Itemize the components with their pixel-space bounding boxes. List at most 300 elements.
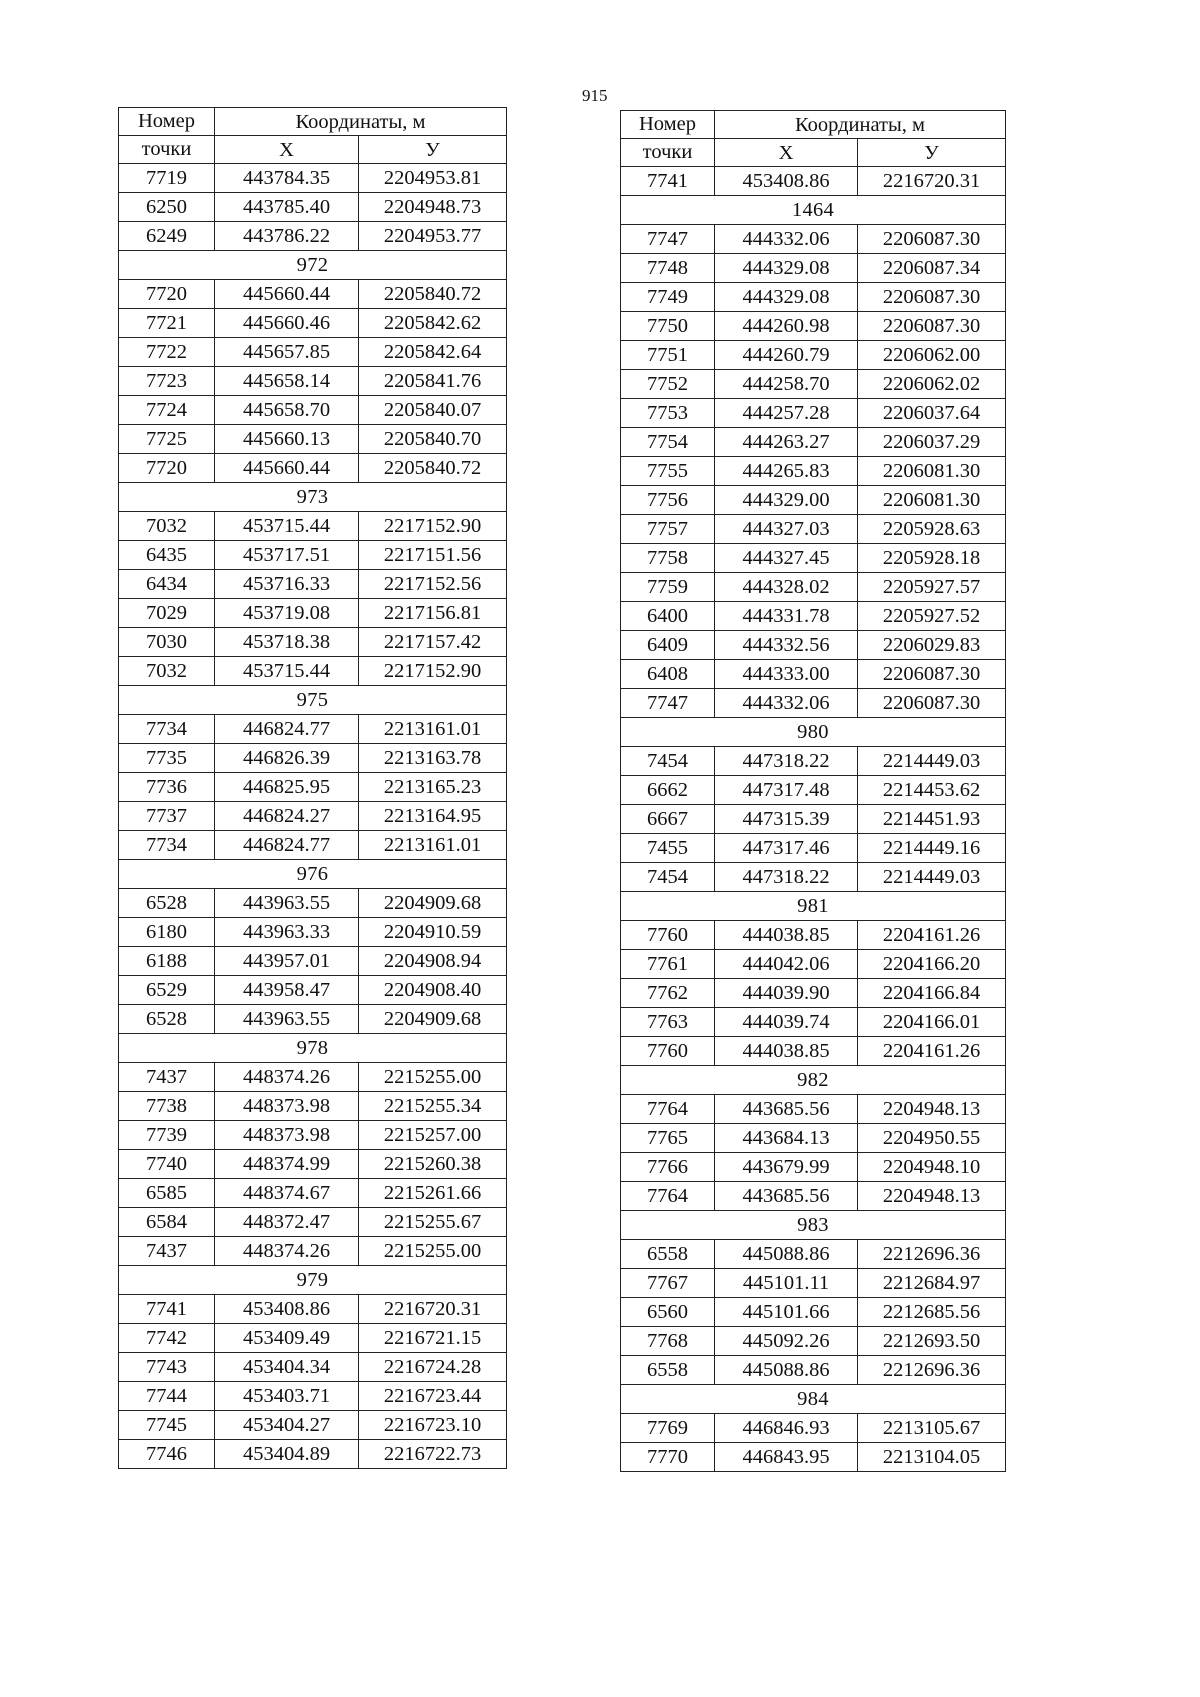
table-row	[119, 454, 507, 483]
y-coordinate-cell: 2217152.90	[359, 512, 507, 541]
table-row	[119, 1005, 507, 1034]
y-coordinate-cell: 2217156.81	[359, 599, 507, 628]
point-number-cell: 7735	[119, 744, 215, 773]
point-number-cell: 7721	[119, 309, 215, 338]
y-coordinate-cell: 2205841.76	[359, 367, 507, 396]
x-coordinate-cell: 444038.85	[715, 921, 858, 950]
x-coordinate-cell: 446824.77	[215, 715, 359, 744]
table-row	[621, 1356, 1006, 1385]
point-number-cell: 6584	[119, 1208, 215, 1237]
y-coordinate-cell: 2204948.73	[359, 193, 507, 222]
x-coordinate-cell: 444260.79	[715, 341, 858, 370]
table-row	[621, 1443, 1006, 1472]
point-number-cell: 7738	[119, 1092, 215, 1121]
point-number-cell: 6558	[621, 1356, 715, 1385]
x-coordinate-cell: 446824.77	[215, 831, 359, 860]
section-row	[621, 1385, 1006, 1414]
x-coordinate-cell: 453404.34	[215, 1353, 359, 1382]
x-coordinate-cell: 444331.78	[715, 602, 858, 631]
point-number-cell: 6528	[119, 1005, 215, 1034]
point-number-cell: 6667	[621, 805, 715, 834]
table-row	[621, 573, 1006, 602]
y-coordinate-cell: 2205842.62	[359, 309, 507, 338]
table-row	[621, 370, 1006, 399]
x-coordinate-cell: 444258.70	[715, 370, 858, 399]
y-coordinate-cell: 2205840.70	[359, 425, 507, 454]
x-coordinate-cell: 444329.00	[715, 486, 858, 515]
x-coordinate-cell: 444260.98	[715, 312, 858, 341]
table-row	[119, 541, 507, 570]
y-column-header: У	[858, 139, 1006, 167]
table-row	[621, 428, 1006, 457]
point-number-cell: 7761	[621, 950, 715, 979]
table-row	[119, 1150, 507, 1179]
x-coordinate-cell: 453403.71	[215, 1382, 359, 1411]
point-number-cell: 7750	[621, 312, 715, 341]
y-column-header: У	[359, 136, 507, 164]
y-coordinate-cell: 2206037.29	[858, 428, 1006, 457]
table-row	[119, 628, 507, 657]
table-row	[621, 544, 1006, 573]
table-row	[119, 222, 507, 251]
y-coordinate-cell: 2204908.40	[359, 976, 507, 1005]
point-number-cell: 7741	[621, 167, 715, 196]
point-number-cell: 7762	[621, 979, 715, 1008]
table-row	[621, 1095, 1006, 1124]
section-number: 978	[119, 1034, 507, 1063]
x-coordinate-cell: 444333.00	[715, 660, 858, 689]
table-row	[119, 1237, 507, 1266]
x-coordinate-cell: 444332.06	[715, 225, 858, 254]
point-number-cell: 7764	[621, 1182, 715, 1211]
table-row	[119, 918, 507, 947]
point-number-cell: 7744	[119, 1382, 215, 1411]
point-number-cell: 7759	[621, 573, 715, 602]
y-coordinate-cell: 2204948.13	[858, 1095, 1006, 1124]
y-coordinate-cell: 2204909.68	[359, 1005, 507, 1034]
table-row	[119, 976, 507, 1005]
table-row	[621, 689, 1006, 718]
x-coordinate-cell: 443784.35	[215, 164, 359, 193]
table-row	[621, 979, 1006, 1008]
point-number-cell: 6188	[119, 947, 215, 976]
x-coordinate-cell: 444327.45	[715, 544, 858, 573]
table-row	[119, 947, 507, 976]
point-number-cell: 7736	[119, 773, 215, 802]
y-coordinate-cell: 2205927.57	[858, 573, 1006, 602]
coordinates-table-right	[620, 110, 1006, 1472]
y-coordinate-cell: 2206087.30	[858, 283, 1006, 312]
point-number-cell: 7740	[119, 1150, 215, 1179]
table-row	[621, 283, 1006, 312]
point-number-cell: 7734	[119, 831, 215, 860]
table-row	[621, 863, 1006, 892]
table-row	[119, 657, 507, 686]
y-coordinate-cell: 2204953.77	[359, 222, 507, 251]
y-coordinate-cell: 2216720.31	[858, 167, 1006, 196]
point-number-cell: 7748	[621, 254, 715, 283]
point-number-cell: 6250	[119, 193, 215, 222]
x-coordinate-cell: 445088.86	[715, 1356, 858, 1385]
point-number-cell: 7722	[119, 338, 215, 367]
table-header	[119, 108, 507, 164]
point-number-cell: 7725	[119, 425, 215, 454]
coordinates-header: Координаты, м	[715, 111, 1006, 139]
point-number-cell: 7454	[621, 747, 715, 776]
x-coordinate-cell: 444332.56	[715, 631, 858, 660]
table-row	[621, 805, 1006, 834]
point-number-cell: 7768	[621, 1327, 715, 1356]
table-row	[119, 1324, 507, 1353]
x-coordinate-cell: 448374.26	[215, 1063, 359, 1092]
point-number-cell: 7747	[621, 225, 715, 254]
point-number-cell: 7767	[621, 1269, 715, 1298]
point-number-cell: 7743	[119, 1353, 215, 1382]
y-coordinate-cell: 2213105.67	[858, 1414, 1006, 1443]
y-coordinate-cell: 2212696.36	[858, 1240, 1006, 1269]
x-coordinate-cell: 445658.14	[215, 367, 359, 396]
coordinates-header: Координаты, м	[215, 108, 507, 136]
y-coordinate-cell: 2215257.00	[359, 1121, 507, 1150]
table-row	[621, 167, 1006, 196]
point-number-cell: 6558	[621, 1240, 715, 1269]
point-number-cell: 6408	[621, 660, 715, 689]
table-row	[621, 950, 1006, 979]
y-coordinate-cell: 2212696.36	[858, 1356, 1006, 1385]
x-coordinate-cell: 453404.27	[215, 1411, 359, 1440]
point-number-cell: 7734	[119, 715, 215, 744]
table-body	[119, 164, 507, 1469]
y-coordinate-cell: 2205927.52	[858, 602, 1006, 631]
x-coordinate-cell: 444039.74	[715, 1008, 858, 1037]
table-row	[119, 1353, 507, 1382]
point-number-cell: 7741	[119, 1295, 215, 1324]
table-row	[621, 1414, 1006, 1443]
x-coordinate-cell: 443684.13	[715, 1124, 858, 1153]
point-number-cell: 7719	[119, 164, 215, 193]
point-number-cell: 7437	[119, 1063, 215, 1092]
y-coordinate-cell: 2217152.90	[359, 657, 507, 686]
table-row	[119, 1295, 507, 1324]
y-coordinate-cell: 2206087.30	[858, 689, 1006, 718]
table-row	[621, 921, 1006, 950]
table-row	[119, 1179, 507, 1208]
y-coordinate-cell: 2205842.64	[359, 338, 507, 367]
x-coordinate-cell: 448374.99	[215, 1150, 359, 1179]
point-number-cell: 7737	[119, 802, 215, 831]
x-coordinate-cell: 444042.06	[715, 950, 858, 979]
x-coordinate-cell: 443785.40	[215, 193, 359, 222]
y-coordinate-cell: 2206062.02	[858, 370, 1006, 399]
x-column-header: X	[715, 139, 858, 167]
section-row	[119, 686, 507, 715]
table-row	[621, 225, 1006, 254]
y-coordinate-cell: 2215261.66	[359, 1179, 507, 1208]
section-row	[621, 196, 1006, 225]
table-row	[621, 486, 1006, 515]
point-number-cell: 6560	[621, 1298, 715, 1327]
x-coordinate-cell: 453409.49	[215, 1324, 359, 1353]
table-row	[621, 1269, 1006, 1298]
x-coordinate-cell: 447317.46	[715, 834, 858, 863]
y-coordinate-cell: 2212684.97	[858, 1269, 1006, 1298]
y-coordinate-cell: 2204948.10	[858, 1153, 1006, 1182]
table-row	[621, 457, 1006, 486]
table-row	[621, 660, 1006, 689]
x-coordinate-cell: 453716.33	[215, 570, 359, 599]
section-number: 979	[119, 1266, 507, 1295]
point-number-cell: 7455	[621, 834, 715, 863]
coordinates-table-left	[118, 107, 507, 1469]
table-row	[119, 1411, 507, 1440]
point-number-cell: 7760	[621, 1037, 715, 1066]
y-coordinate-cell: 2213104.05	[858, 1443, 1006, 1472]
point-number-cell: 7769	[621, 1414, 715, 1443]
y-coordinate-cell: 2205928.63	[858, 515, 1006, 544]
y-coordinate-cell: 2204166.01	[858, 1008, 1006, 1037]
page-number: 915	[582, 86, 608, 105]
section-number: 983	[621, 1211, 1006, 1240]
y-coordinate-cell: 2215260.38	[359, 1150, 507, 1179]
point-number-cell: 7746	[119, 1440, 215, 1469]
y-coordinate-cell: 2212685.56	[858, 1298, 1006, 1327]
x-coordinate-cell: 453408.86	[715, 167, 858, 196]
table-row	[621, 1008, 1006, 1037]
y-coordinate-cell: 2206037.64	[858, 399, 1006, 428]
table-row	[621, 1182, 1006, 1211]
table-row	[119, 164, 507, 193]
x-coordinate-cell: 453719.08	[215, 599, 359, 628]
y-coordinate-cell: 2213165.23	[359, 773, 507, 802]
point-number-cell: 7720	[119, 454, 215, 483]
section-row	[119, 251, 507, 280]
table-row	[621, 312, 1006, 341]
x-coordinate-cell: 444263.27	[715, 428, 858, 457]
table-row	[119, 831, 507, 860]
y-coordinate-cell: 2215255.00	[359, 1237, 507, 1266]
y-coordinate-cell: 2206029.83	[858, 631, 1006, 660]
x-coordinate-cell: 444265.83	[715, 457, 858, 486]
x-coordinate-cell: 444039.90	[715, 979, 858, 1008]
y-coordinate-cell: 2204910.59	[359, 918, 507, 947]
point-number-cell: 7765	[621, 1124, 715, 1153]
point-number-cell: 7720	[119, 280, 215, 309]
table-row	[621, 1240, 1006, 1269]
table-row	[119, 570, 507, 599]
x-coordinate-cell: 445101.66	[715, 1298, 858, 1327]
point-number-cell: 7751	[621, 341, 715, 370]
table-row	[621, 1037, 1006, 1066]
y-coordinate-cell: 2216723.44	[359, 1382, 507, 1411]
x-coordinate-cell: 445658.70	[215, 396, 359, 425]
table-row	[621, 341, 1006, 370]
y-coordinate-cell: 2204166.84	[858, 979, 1006, 1008]
x-coordinate-cell: 448374.67	[215, 1179, 359, 1208]
y-coordinate-cell: 2217151.56	[359, 541, 507, 570]
x-coordinate-cell: 453717.51	[215, 541, 359, 570]
x-coordinate-cell: 443786.22	[215, 222, 359, 251]
table-row	[119, 1208, 507, 1237]
y-coordinate-cell: 2215255.00	[359, 1063, 507, 1092]
point-number-header: Номер	[119, 108, 215, 136]
y-coordinate-cell: 2205928.18	[858, 544, 1006, 573]
y-coordinate-cell: 2216720.31	[359, 1295, 507, 1324]
point-number-header-line2: точки	[621, 139, 715, 167]
table-row	[621, 1327, 1006, 1356]
y-coordinate-cell: 2206081.30	[858, 486, 1006, 515]
x-coordinate-cell: 453715.44	[215, 657, 359, 686]
x-coordinate-cell: 445101.11	[715, 1269, 858, 1298]
y-coordinate-cell: 2205840.07	[359, 396, 507, 425]
point-number-cell: 6434	[119, 570, 215, 599]
y-coordinate-cell: 2206087.30	[858, 312, 1006, 341]
section-row	[119, 1034, 507, 1063]
point-number-cell: 7724	[119, 396, 215, 425]
table-body	[621, 167, 1006, 1472]
point-number-cell: 7760	[621, 921, 715, 950]
x-coordinate-cell: 445088.86	[715, 1240, 858, 1269]
table-row	[621, 1153, 1006, 1182]
y-coordinate-cell: 2216724.28	[359, 1353, 507, 1382]
section-number: 981	[621, 892, 1006, 921]
table-row	[119, 396, 507, 425]
section-number: 982	[621, 1066, 1006, 1095]
x-coordinate-cell: 447318.22	[715, 863, 858, 892]
table-row	[119, 280, 507, 309]
x-coordinate-cell: 445660.13	[215, 425, 359, 454]
x-coordinate-cell: 443963.55	[215, 889, 359, 918]
table-row	[621, 254, 1006, 283]
point-number-header: Номер	[621, 111, 715, 139]
x-coordinate-cell: 446846.93	[715, 1414, 858, 1443]
point-number-cell: 7754	[621, 428, 715, 457]
point-number-cell: 6180	[119, 918, 215, 947]
x-coordinate-cell: 444327.03	[715, 515, 858, 544]
x-coordinate-cell: 444038.85	[715, 1037, 858, 1066]
section-number: 980	[621, 718, 1006, 747]
y-coordinate-cell: 2215255.34	[359, 1092, 507, 1121]
table-row	[119, 1092, 507, 1121]
point-number-cell: 7030	[119, 628, 215, 657]
y-coordinate-cell: 2213163.78	[359, 744, 507, 773]
x-coordinate-cell: 446825.95	[215, 773, 359, 802]
x-coordinate-cell: 448372.47	[215, 1208, 359, 1237]
section-number: 972	[119, 251, 507, 280]
x-coordinate-cell: 446826.39	[215, 744, 359, 773]
section-number: 976	[119, 860, 507, 889]
table-row	[621, 631, 1006, 660]
table-row	[621, 776, 1006, 805]
section-row	[119, 483, 507, 512]
y-coordinate-cell: 2216723.10	[359, 1411, 507, 1440]
section-row	[621, 892, 1006, 921]
point-number-cell: 7742	[119, 1324, 215, 1353]
y-coordinate-cell: 2216721.15	[359, 1324, 507, 1353]
section-row	[621, 1066, 1006, 1095]
x-coordinate-cell: 447315.39	[715, 805, 858, 834]
x-coordinate-cell: 444332.06	[715, 689, 858, 718]
point-number-cell: 7739	[119, 1121, 215, 1150]
point-number-cell: 7757	[621, 515, 715, 544]
x-coordinate-cell: 445660.44	[215, 454, 359, 483]
x-coordinate-cell: 445657.85	[215, 338, 359, 367]
table-row	[119, 1382, 507, 1411]
x-coordinate-cell: 444329.08	[715, 254, 858, 283]
y-coordinate-cell: 2204908.94	[359, 947, 507, 976]
point-number-cell: 6585	[119, 1179, 215, 1208]
x-coordinate-cell: 443679.99	[715, 1153, 858, 1182]
table-row	[621, 602, 1006, 631]
y-coordinate-cell: 2206081.30	[858, 457, 1006, 486]
y-coordinate-cell: 2206087.30	[858, 225, 1006, 254]
y-coordinate-cell: 2215255.67	[359, 1208, 507, 1237]
point-number-cell: 6528	[119, 889, 215, 918]
section-number: 1464	[621, 196, 1006, 225]
y-coordinate-cell: 2214451.93	[858, 805, 1006, 834]
point-number-cell: 7454	[621, 863, 715, 892]
point-number-cell: 7753	[621, 399, 715, 428]
section-row	[621, 718, 1006, 747]
section-row	[119, 860, 507, 889]
point-number-cell: 7029	[119, 599, 215, 628]
y-coordinate-cell: 2217157.42	[359, 628, 507, 657]
point-number-cell: 6435	[119, 541, 215, 570]
y-coordinate-cell: 2214453.62	[858, 776, 1006, 805]
x-coordinate-cell: 448374.26	[215, 1237, 359, 1266]
x-coordinate-cell: 444257.28	[715, 399, 858, 428]
point-number-cell: 6249	[119, 222, 215, 251]
y-coordinate-cell: 2204909.68	[359, 889, 507, 918]
x-coordinate-cell: 447318.22	[715, 747, 858, 776]
y-coordinate-cell: 2205840.72	[359, 280, 507, 309]
x-coordinate-cell: 447317.48	[715, 776, 858, 805]
y-coordinate-cell: 2213164.95	[359, 802, 507, 831]
x-coordinate-cell: 444329.08	[715, 283, 858, 312]
table-row	[119, 338, 507, 367]
x-coordinate-cell: 443958.47	[215, 976, 359, 1005]
table-row	[621, 747, 1006, 776]
x-coordinate-cell: 446824.27	[215, 802, 359, 831]
point-number-header-line2: точки	[119, 136, 215, 164]
table-row	[119, 802, 507, 831]
y-coordinate-cell: 2206062.00	[858, 341, 1006, 370]
table-row	[119, 599, 507, 628]
x-coordinate-cell: 444328.02	[715, 573, 858, 602]
section-row	[119, 1266, 507, 1295]
table-row	[621, 399, 1006, 428]
point-number-cell: 6400	[621, 602, 715, 631]
point-number-cell: 7745	[119, 1411, 215, 1440]
section-row	[621, 1211, 1006, 1240]
table-row	[119, 744, 507, 773]
table-row	[119, 715, 507, 744]
point-number-cell: 7723	[119, 367, 215, 396]
y-coordinate-cell: 2204953.81	[359, 164, 507, 193]
table-row	[119, 425, 507, 454]
point-number-cell: 7755	[621, 457, 715, 486]
point-number-cell: 7758	[621, 544, 715, 573]
table-row	[119, 1063, 507, 1092]
y-coordinate-cell: 2204161.26	[858, 921, 1006, 950]
x-coordinate-cell: 453404.89	[215, 1440, 359, 1469]
table-row	[119, 1440, 507, 1469]
y-coordinate-cell: 2216722.73	[359, 1440, 507, 1469]
table-row	[119, 367, 507, 396]
y-coordinate-cell: 2206087.34	[858, 254, 1006, 283]
table-row	[119, 193, 507, 222]
y-coordinate-cell: 2206087.30	[858, 660, 1006, 689]
x-coordinate-cell: 446843.95	[715, 1443, 858, 1472]
